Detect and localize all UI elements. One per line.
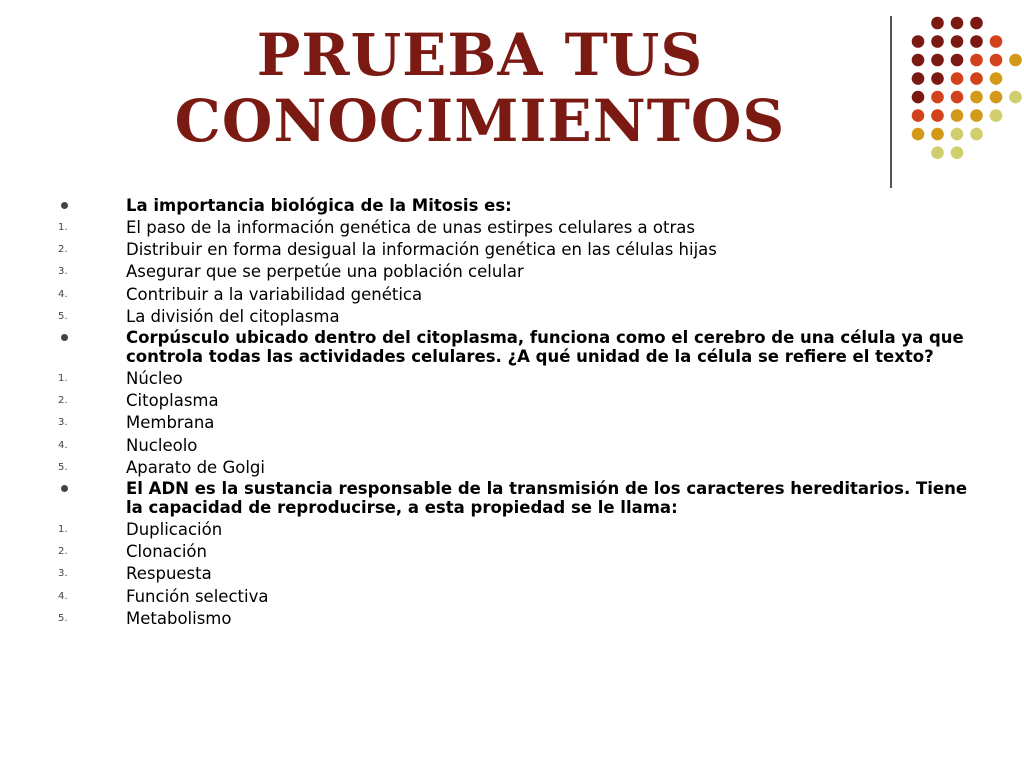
question-1-option-2: 2. Distribuir en forma desigual la información genética en las células hijas: [58, 240, 717, 260]
question-1-option-4: 4. Contribuir a la variabilidad genética: [58, 284, 423, 304]
question-2-option-3: 3. Membrana: [58, 413, 215, 433]
question-3-option-2: 2. Clonación: [58, 542, 207, 562]
decorative-dot: [990, 72, 1003, 85]
decorative-dot: [990, 109, 1003, 122]
decorative-dot: [1009, 91, 1022, 104]
decorative-dot: [951, 109, 964, 122]
question-1-prompt: La importancia biológica de la Mitosis es:: [58, 196, 968, 217]
decorative-dot: [951, 128, 964, 141]
decorative-dot: [912, 109, 925, 122]
question-1-option-3: 3. Asegurar que se perpetúe una población celular: [58, 262, 524, 282]
quiz-content: [58, 196, 968, 630]
decorative-dot: [970, 54, 983, 67]
bullet-icon: [61, 202, 68, 209]
decorative-dot: [931, 54, 944, 67]
question-2-option-4: 4. Nucleolo: [58, 435, 198, 455]
decorative-dot-grid: [0, 0, 1024, 200]
question-2-option-2: 2. Citoplasma: [58, 391, 219, 411]
decorative-dot: [951, 35, 964, 48]
decorative-dot: [912, 72, 925, 85]
decorative-dot: [931, 128, 944, 141]
title-line-1: PRUEBA TUS: [256, 21, 704, 89]
decorative-dot: [990, 91, 1003, 104]
question-3-option-5: 5. Metabolismo: [58, 608, 232, 628]
question-3-option-1: 1. Duplicación: [58, 520, 223, 540]
decorative-dot: [931, 72, 944, 85]
decorative-dot: [912, 128, 925, 141]
question-3-prompt: El ADN es la sustancia responsable de la transmisión de los caracteres hereditarios. Tiene la capacidad de reproducirse, a esta propiedad se le llama:: [58, 479, 968, 519]
decorative-dot: [990, 35, 1003, 48]
question-2-option-5: 5. Aparato de Golgi: [58, 457, 265, 477]
decorative-dot: [931, 146, 944, 159]
question-3-option-3: 3. Respuesta: [58, 564, 212, 584]
bullet-icon: [61, 485, 68, 492]
question-3-option-4: 4. Función selectiva: [58, 586, 269, 606]
decorative-dot: [931, 109, 944, 122]
decorative-dot: [951, 17, 964, 30]
decorative-dot: [951, 91, 964, 104]
decorative-dot: [970, 128, 983, 141]
question-2-option-1: 1. Núcleo: [58, 369, 183, 389]
decorative-dot: [970, 35, 983, 48]
decorative-dot: [931, 35, 944, 48]
question-1-option-1: 1. El paso de la información genética de unas estirpes celulares a otras: [58, 218, 695, 237]
bullet-icon: [61, 334, 68, 341]
decorative-dot: [912, 54, 925, 67]
decorative-dot: [912, 91, 925, 104]
decorative-dot: [951, 146, 964, 159]
question-2-prompt: Corpúsculo ubicado dentro del citoplasma, funciona como el cerebro de una célula ya que controla todas las actividades celulares. ¿A qué unidad de la célula se refiere el texto?: [58, 328, 968, 368]
decorative-dot: [931, 17, 944, 30]
decorative-dot: [1009, 54, 1022, 67]
decorative-dot: [951, 72, 964, 85]
decorative-dot: [951, 54, 964, 67]
decorative-dot: [970, 109, 983, 122]
question-1-option-5: 5. La división del citoplasma: [58, 306, 340, 326]
decorative-dot: [912, 35, 925, 48]
title-line-2: CONOCIMIENTOS: [174, 87, 786, 155]
decorative-dot: [931, 91, 944, 104]
decorative-dot: [970, 17, 983, 30]
decorative-dot: [990, 54, 1003, 67]
decorative-dot: [970, 91, 983, 104]
decorative-dot: [970, 72, 983, 85]
